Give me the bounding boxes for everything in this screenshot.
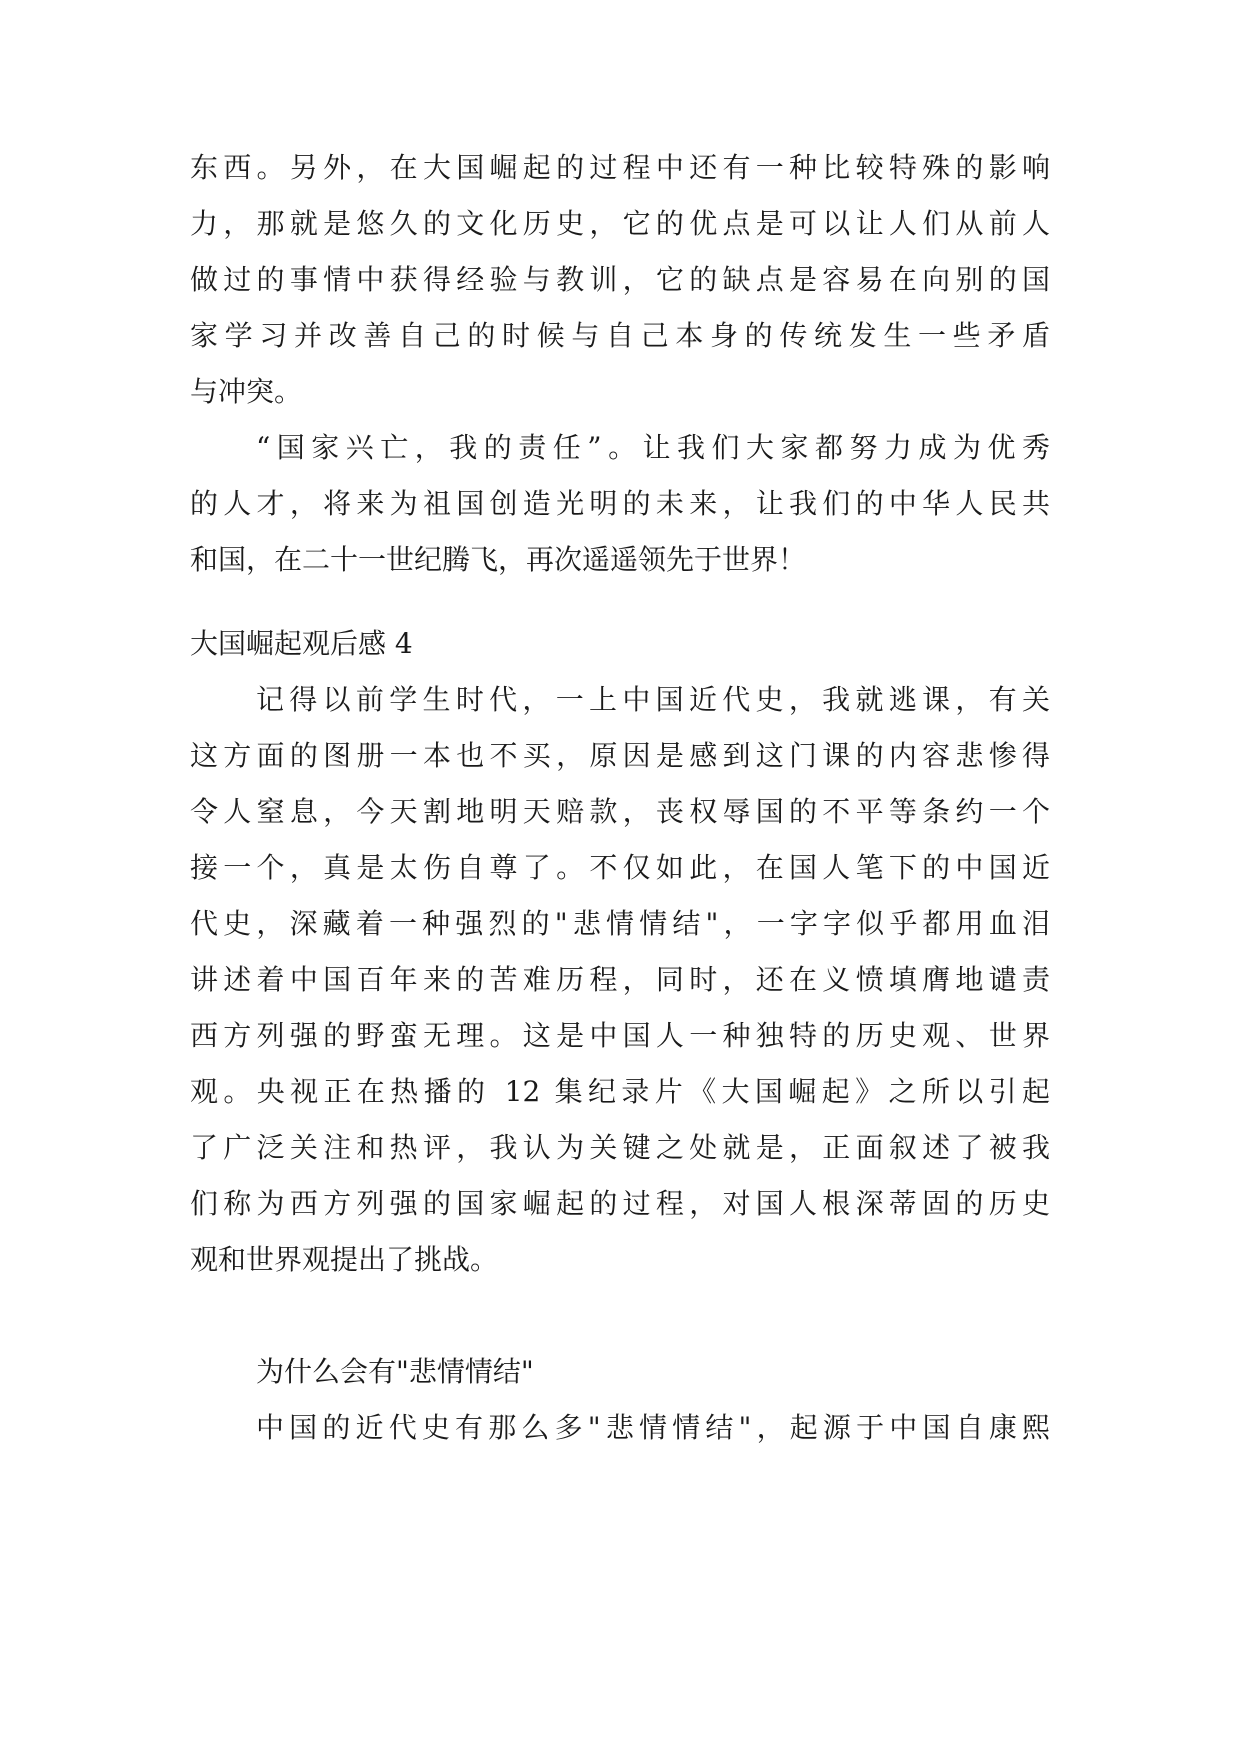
paragraph-line: 观。央视正在热播的 12 集纪录片《大国崛起》之所以引起: [190, 1075, 1050, 1108]
paragraph-line: 的人才，将来为祖国创造光明的未来，让我们的中华人民共: [190, 487, 1050, 520]
paragraph-line: 接一个，真是太伤自尊了。不仅如此，在国人笔下的中国近: [190, 851, 1050, 884]
paragraph-line: 家学习并改善自己的时候与自己本身的传统发生一些矛盾: [190, 319, 1050, 352]
paragraph-line: 记得以前学生时代，一上中国近代史，我就逃课，有关: [256, 683, 1050, 716]
paragraph-line: 令人窒息，今天割地明天赔款，丧权辱国的不平等条约一个: [190, 795, 1050, 828]
subheading: 为什么会有"悲情情结": [256, 1355, 534, 1388]
paragraph-line: 讲述着中国百年来的苦难历程，同时，还在义愤填膺地谴责: [190, 963, 1050, 996]
paragraph-line: 西方列强的野蛮无理。这是中国人一种独特的历史观、世界: [190, 1019, 1050, 1052]
paragraph-line: 了广泛关注和热评，我认为关键之处就是，正面叙述了被我: [190, 1131, 1050, 1164]
paragraph-line: 们称为西方列强的国家崛起的过程，对国人根深蒂固的历史: [190, 1187, 1050, 1220]
paragraph-line: 做过的事情中获得经验与教训，它的缺点是容易在向别的国: [190, 263, 1050, 296]
paragraph-line: 力，那就是悠久的文化历史，它的优点是可以让人们从前人: [190, 207, 1050, 240]
paragraph-line: “国家兴亡，我的责任”。让我们大家都努力成为优秀: [256, 431, 1050, 464]
paragraph-line: 代史，深藏着一种强烈的"悲情情结"，一字字似乎都用血泪: [190, 907, 1050, 940]
section-title: 大国崛起观后感 4: [190, 627, 413, 660]
paragraph-line: 东西。另外，在大国崛起的过程中还有一种比较特殊的影响: [190, 151, 1050, 184]
paragraph-line: 观和世界观提出了挑战。: [190, 1243, 499, 1276]
paragraph-line: 中国的近代史有那么多"悲情情结"，起源于中国自康熙: [256, 1411, 1050, 1444]
paragraph-line: 与冲突。: [190, 375, 303, 408]
paragraph-line: 这方面的图册一本也不买，原因是感到这门课的内容悲惨得: [190, 739, 1050, 772]
paragraph-line: 和国，在二十一世纪腾飞，再次遥遥领先于世界！: [190, 543, 807, 576]
